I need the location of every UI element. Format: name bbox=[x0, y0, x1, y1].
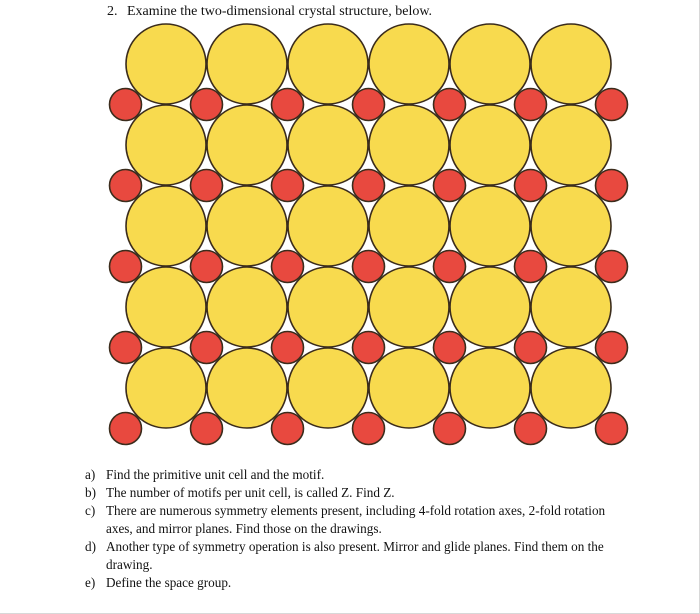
large-atom bbox=[531, 24, 611, 104]
question-text: Another type of symmetry operation is also present. Mirror and glide planes. Find them on the drawing. bbox=[106, 539, 604, 572]
small-atom bbox=[596, 332, 628, 364]
large-atom bbox=[288, 24, 368, 104]
large-atom bbox=[207, 105, 287, 185]
small-atom bbox=[596, 413, 628, 445]
small-atom bbox=[515, 413, 547, 445]
large-atom bbox=[450, 348, 530, 428]
small-atom bbox=[515, 332, 547, 364]
question-d bbox=[85, 538, 625, 574]
question-label: b) bbox=[85, 485, 96, 500]
large-atom bbox=[288, 348, 368, 428]
large-atom bbox=[450, 267, 530, 347]
large-atom bbox=[288, 105, 368, 185]
large-atom bbox=[126, 267, 206, 347]
small-atom bbox=[434, 89, 466, 121]
large-atom bbox=[207, 267, 287, 347]
large-atom bbox=[369, 267, 449, 347]
question-label: c) bbox=[85, 503, 96, 518]
small-atom bbox=[353, 413, 385, 445]
small-atom bbox=[596, 251, 628, 283]
large-atom bbox=[531, 267, 611, 347]
small-atom bbox=[353, 251, 385, 283]
large-atom bbox=[369, 348, 449, 428]
small-atom bbox=[191, 413, 223, 445]
problem-number: 2. bbox=[107, 4, 118, 19]
small-atom bbox=[272, 89, 304, 121]
question-e bbox=[85, 574, 625, 592]
large-atom bbox=[450, 24, 530, 104]
small-atom bbox=[191, 251, 223, 283]
large-atom bbox=[126, 105, 206, 185]
small-atom bbox=[353, 89, 385, 121]
large-atom bbox=[369, 24, 449, 104]
question-list bbox=[85, 466, 625, 592]
large-atom bbox=[369, 186, 449, 266]
large-atom bbox=[126, 348, 206, 428]
question-a bbox=[85, 466, 625, 484]
small-atom bbox=[434, 413, 466, 445]
large-atom bbox=[126, 186, 206, 266]
large-atom bbox=[531, 105, 611, 185]
question-text: The number of motifs per unit cell, is called Z. Find Z. bbox=[106, 485, 395, 500]
small-atom bbox=[596, 170, 628, 202]
small-atom bbox=[191, 170, 223, 202]
small-atom bbox=[110, 89, 142, 121]
large-atom bbox=[369, 105, 449, 185]
question-label: a) bbox=[85, 467, 96, 482]
small-atom bbox=[272, 332, 304, 364]
small-atom bbox=[272, 413, 304, 445]
small-atom bbox=[434, 251, 466, 283]
small-atom bbox=[191, 89, 223, 121]
question-label: d) bbox=[85, 539, 96, 554]
small-atom bbox=[515, 89, 547, 121]
small-atom bbox=[110, 251, 142, 283]
small-atom bbox=[515, 251, 547, 283]
large-atom bbox=[207, 186, 287, 266]
small-atom bbox=[110, 170, 142, 202]
small-atom bbox=[353, 170, 385, 202]
question-text: There are numerous symmetry elements present, including 4-fold rotation axes, 2-fold rotation axes, and mirror planes. Find those on the drawings. bbox=[106, 503, 606, 536]
small-atom bbox=[272, 170, 304, 202]
large-atom bbox=[531, 186, 611, 266]
large-atom bbox=[288, 267, 368, 347]
small-atom bbox=[191, 332, 223, 364]
large-atom bbox=[450, 105, 530, 185]
small-atom bbox=[110, 413, 142, 445]
small-atom bbox=[110, 332, 142, 364]
large-atom bbox=[207, 24, 287, 104]
small-atom bbox=[353, 332, 385, 364]
small-atom bbox=[434, 332, 466, 364]
large-atom bbox=[126, 24, 206, 104]
question-text: Find the primitive unit cell and the motif. bbox=[106, 467, 325, 482]
question-label: e) bbox=[85, 575, 96, 590]
large-atom bbox=[531, 348, 611, 428]
small-atom bbox=[434, 170, 466, 202]
question-b bbox=[85, 484, 625, 502]
small-atom bbox=[596, 89, 628, 121]
question-text: Define the space group. bbox=[106, 575, 232, 590]
problem-title-text: Examine the two-dimensional crystal structure, below. bbox=[127, 4, 433, 19]
small-atom bbox=[272, 251, 304, 283]
large-atom bbox=[450, 186, 530, 266]
large-atoms-layer bbox=[126, 24, 611, 428]
large-atom bbox=[207, 348, 287, 428]
question-c bbox=[85, 502, 625, 538]
small-atom bbox=[515, 170, 547, 202]
large-atom bbox=[288, 186, 368, 266]
